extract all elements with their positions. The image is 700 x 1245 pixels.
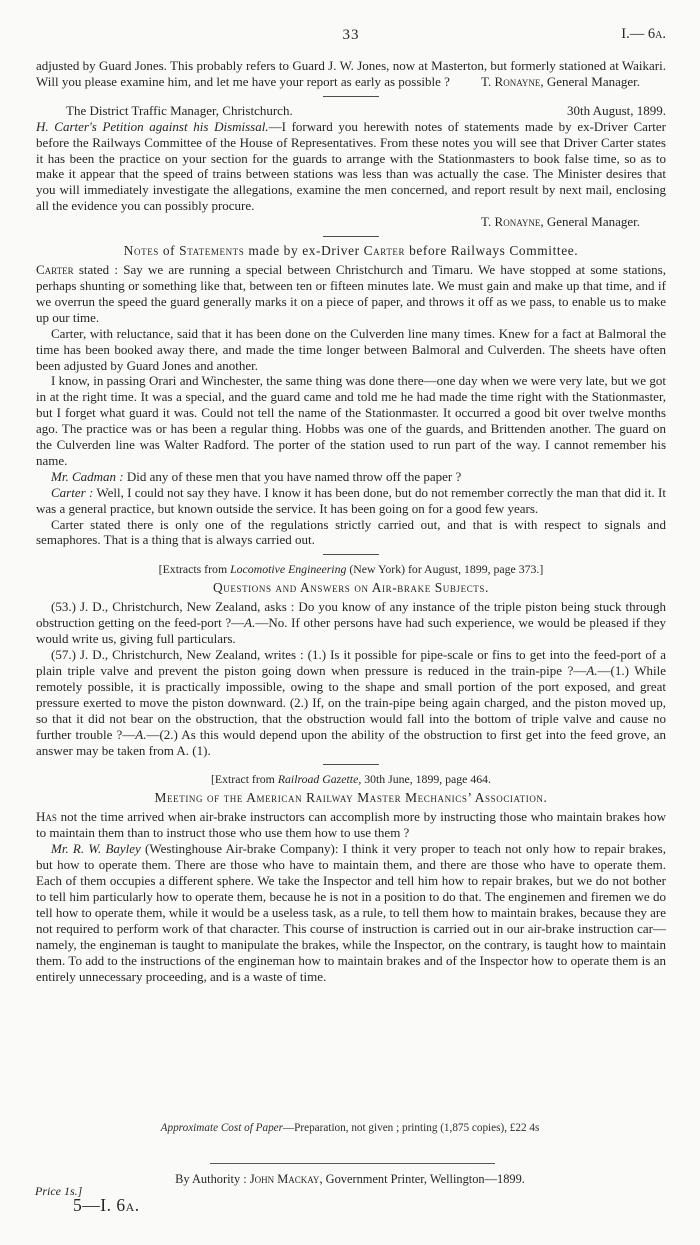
section-heading-meeting: Meeting of the American Railway Master Mechanics’ Association. <box>154 790 548 806</box>
signature-line: T. Ronayne, General Manager. <box>481 73 640 89</box>
doc-reference: I.— 6a. <box>621 26 666 42</box>
paragraph: Mr. R. W. Bayley (Westinghouse Air-brake Company): I think it very proper to teach not only how to repair brakes, but how to operate them. There are those who have to maintain them, and there are those who have to operate them. Each of them occupies a different sphere. We take the Inspector and tell him how to repair brakes, but we do not bother to tell him particularly how to operate them, because he is not in a position to do that. The enginemen and firemen we do tell how to operate them, while it would be a useless task, as a rule, to tell them how to maintain brakes, because they are not required to perform work of that character. This course of instruction is carried out in our air-brake instruction car—namely, the engineman is taught to manipulate the brakes, while the Inspector, on the contrary, is taught how to maintain them. To add to the instructions of the engineman how to maintain brakes and of the Inspector how to operate them is an entirely unnecessary proceeding, and is a waste of time. <box>36 841 666 984</box>
divider-rule <box>323 96 379 97</box>
page-header <box>36 26 666 44</box>
page-number: 33 <box>342 27 360 43</box>
divider-rule <box>323 236 379 237</box>
authority-imprint: By Authority : John Mackay, Government Printer, Wellington—1899. <box>175 1172 525 1186</box>
divider-rule <box>323 764 379 765</box>
signature-line: T. Ronayne, General Manager. <box>481 214 640 230</box>
section-heading-airbrake: Questions and Answers on Air-brake Subjects. <box>213 580 489 596</box>
section-heading-notes: Notes of Statements made by ex-Driver Carter before Railways Committee. <box>123 243 579 259</box>
catalog-number: 5—I. 6a. <box>73 1195 140 1215</box>
paragraph: Carter stated there is only one of the regulations strictly carried out, and that is with respect to signals and semaphores. That is a thing that is always carried out. <box>36 516 666 548</box>
paragraph: Carter : Well, I could not say they have. I know it has been done, but do not remember correctly the man that did it. It was a general practice, but known outside the service. It has been going on for a good few years. <box>36 484 666 516</box>
paragraph: Carter stated : Say we are running a special between Christchurch and Timaru. We have stopped at some stations, perhaps shunting or something like that, between ten or fifteen minutes late. We must gain and make up that time, and if we overrun the speed the guard generally marks it on a piece of paper, and throws it off as we pass, to enable us to make up our time. <box>36 262 666 325</box>
addressee: The District Traffic Manager, Christchurch. <box>66 102 293 118</box>
paragraph: Mr. Cadman : Did any of these men that you have named throw off the paper ? <box>51 468 462 484</box>
divider-rule <box>323 554 379 555</box>
source-citation-locomotive: [Extracts from Locomotive Engineering (New York) for August, 1899, page 373.] <box>158 562 544 577</box>
paragraph-qa-57: (57.) J. D., Christchurch, New Zealand, writes : (1.) Is it possible for pipe-scale or fins to get into the feed-port of a plain triple valve and prevent the piston going down when pressure is reduced in the train-pipe ?—A.—(1.) While remotely possible, it is practically impossible, owing to the shape and small portion of the port exposed, and great pressure exerted to move the piston downward. (2.) If, on the train-pipe being again charged, and the piston moved up, so that it did not bear on the obstruction, that the obstruction would fall into the bottom of triple valve and cause no further trouble ?—A.—(2.) As this would depend upon the ability of the obstruction to first get into the feed grove, an answer may be taken from A. (1). <box>36 647 667 758</box>
paragraph: Carter, with reluctance, said that it has been done on the Culverden line many times. Knew for a fact at Balmoral the time has been booked away there, and made the time longer between Balmoral and Culverden. The sheets have often been adjusted by Guard Jones and another. <box>36 325 666 373</box>
paragraph: I know, in passing Orari and Winchester, the same thing was done there—one day when we were very late, but we got in at the right time. It was a special, and the guard came and told me he had made the time right with the Stationmaster, but I forget what guard it was. Could not tell the name of the Stationmaster. It occurred a good bit over twelve months ago. The practice was or has been a regular thing. Hobbs was one of the guards, and Brittenden another. The guard on the Culverden line was Walter Radford. The porter of the station used to run part of the way. I cannot remember his name. <box>36 373 666 468</box>
footer-rule <box>210 1163 495 1164</box>
paragraph-qa-53: (53.) J. D., Christchurch, New Zealand, asks : Do you know of any instance of the triple piston being stuck through obstruction getting on the feed-port ?—A.—No. If other persons have had such experience, we would be pleased if they would write us, giving full particulars. <box>36 599 667 647</box>
letter-head <box>36 103 666 119</box>
cost-of-paper-note: Approximate Cost of Paper—Preparation, not given ; printing (1,875 copies), £22 4s <box>160 1122 540 1134</box>
letter-date: 30th August, 1899. <box>567 102 666 118</box>
paragraph-continuation: adjusted by Guard Jones. This probably refers to Guard J. W. Jones, now at Masterton, but formerly stationed at Waikari. Will you please examine him, and let me have your report as early as possible ? <box>36 58 666 89</box>
paragraph: Has not the time arrived when air-brake instructors can accomplish more by instructing those who maintain brakes how to maintain them than to instruct those who use them how to use them ? <box>36 809 666 841</box>
price-label: Price 1s.] <box>35 1184 83 1198</box>
source-citation-railroad: [Extract from Railroad Gazette, 30th June, 1899, page 464. <box>210 772 492 787</box>
paragraph-letter-body: H. Carter's Petition against his Dismissal.—I forward you herewith notes of statements made by ex-Driver Carter before the Railways Committee of the House of Representatives. From these notes you will see that Driver Carter states it has been the practice on your section for the guards to arrange with the Stationmasters to book false time, so as to make it appear that the speed of trains between stations was less than was actually the case. The Minister desires that you will immediately investigate the allegations, examine the men concerned, and report result by next mail, enclosing all the evidence you can possibly procure. <box>36 118 666 214</box>
